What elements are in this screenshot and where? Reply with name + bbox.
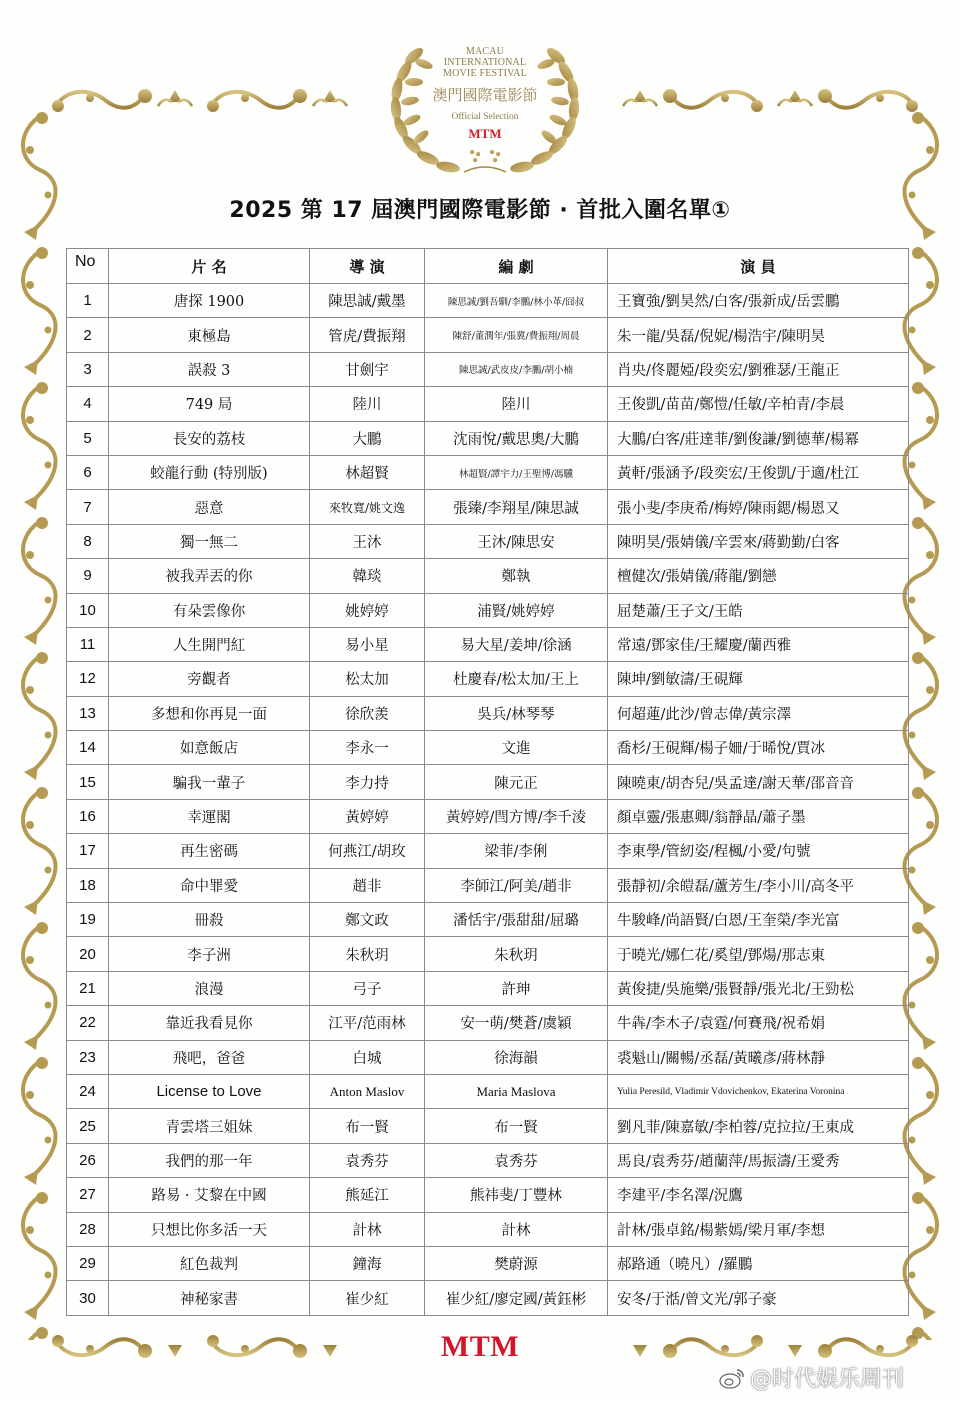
- row-number: 27: [67, 1178, 109, 1212]
- writer-cell: 鄭執: [425, 559, 608, 593]
- table-row: [67, 1178, 909, 1212]
- table-row: [67, 387, 909, 421]
- logo-line-2: INTERNATIONAL: [443, 57, 527, 68]
- table-row: [67, 1143, 909, 1177]
- logo-line-1: MACAU: [465, 46, 505, 57]
- director-cell: 姚婷婷: [310, 593, 425, 627]
- film-title-cell: 紅色裁判: [109, 1246, 310, 1280]
- cast-cell: 計林/張卓銘/楊紫嫣/梁月軍/李想: [608, 1212, 909, 1246]
- logo-brand: MTM: [468, 126, 502, 141]
- row-number: 29: [67, 1246, 109, 1280]
- writer-cell: 王沐/陳思安: [425, 524, 608, 558]
- cast-cell: 安冬/于湉/曾文光/郭子豪: [608, 1281, 909, 1315]
- film-title-cell: 靠近我看見你: [109, 1006, 310, 1040]
- cast-cell: 張靜初/余皚磊/蘆芳生/李小川/高冬平: [608, 868, 909, 902]
- row-number: 6: [67, 455, 109, 489]
- cast-cell: 裘魁山/關暢/丞磊/黃曦彥/蔣林靜: [608, 1040, 909, 1074]
- table-header-row: [67, 249, 909, 284]
- director-cell: 管虎/費振翔: [310, 318, 425, 352]
- row-number: 24: [67, 1074, 109, 1108]
- cast-cell: 喬杉/王硯輝/楊子姍/于晞悅/賈冰: [608, 731, 909, 765]
- film-title-cell: 神秘家書: [109, 1281, 310, 1315]
- table-row: [67, 559, 909, 593]
- cast-cell: 張小斐/李庚希/梅婷/陳雨鍶/楊恩又: [608, 490, 909, 524]
- director-cell: 朱秋玥: [310, 937, 425, 971]
- table-row: [67, 490, 909, 524]
- film-title-cell: 惡意: [109, 490, 310, 524]
- director-cell: 熊延江: [310, 1178, 425, 1212]
- writer-cell: 文進: [425, 731, 608, 765]
- director-cell: 白城: [310, 1040, 425, 1074]
- cast-cell: 陳坤/劉敏濤/王硯輝: [608, 662, 909, 696]
- director-cell: 韓琰: [310, 559, 425, 593]
- film-title-cell: 唐探 1900: [109, 284, 310, 318]
- cast-cell: 王俊凱/苗苗/鄭愷/任敏/辛柏青/李晨: [608, 387, 909, 421]
- writer-cell: 袁秀芬: [425, 1143, 608, 1177]
- row-number: 23: [67, 1040, 109, 1074]
- row-number: 25: [67, 1109, 109, 1143]
- table-row: [67, 524, 909, 558]
- cast-cell: 肖央/佟麗婭/段奕宏/劉雅瑟/王龍正: [608, 352, 909, 386]
- film-title-cell: 飛吧，爸爸: [109, 1040, 310, 1074]
- writer-cell: 陳舒/董潤年/張冀/費振翔/周晨: [425, 318, 608, 352]
- writer-cell: 陳思誠/劉吾馴/李鵬/林小革/囧叔: [425, 284, 608, 318]
- row-number: 1: [67, 284, 109, 318]
- writer-cell: 陳元正: [425, 765, 608, 799]
- writer-cell: 李師江/阿美/趙非: [425, 868, 608, 902]
- writer-cell: 布一賢: [425, 1109, 608, 1143]
- table-row: [67, 1006, 909, 1040]
- writer-cell: 吳兵/林琴琴: [425, 696, 608, 730]
- table-row: [67, 1246, 909, 1280]
- table-row: [67, 1074, 909, 1108]
- table-row: [67, 1281, 909, 1315]
- director-cell: 李力持: [310, 765, 425, 799]
- writer-cell: 沈雨悅/戴思奧/大鵬: [425, 421, 608, 455]
- writer-cell: 熊祎斐/丁豐林: [425, 1178, 608, 1212]
- film-title-cell: 命中罪愛: [109, 868, 310, 902]
- row-number: 4: [67, 387, 109, 421]
- cast-cell: 常遠/鄧家佳/王耀慶/蘭西雅: [608, 627, 909, 661]
- table-row: [67, 1040, 909, 1074]
- director-cell: Anton Maslov: [310, 1074, 425, 1108]
- ornament-top-right-icon: [610, 80, 920, 120]
- film-title-cell: 人生開門紅: [109, 627, 310, 661]
- festival-logo: [384, 34, 586, 184]
- cast-cell: 朱一龍/吳磊/倪妮/楊浩宇/陳明昊: [608, 318, 909, 352]
- film-title-cell: 如意飯店: [109, 731, 310, 765]
- writer-cell: 樊蔚源: [425, 1246, 608, 1280]
- header-director: 導 演: [310, 249, 425, 284]
- row-number: 22: [67, 1006, 109, 1040]
- film-title-cell: License to Love: [109, 1074, 310, 1108]
- cast-cell: 李建平/李名澤/況鷹: [608, 1178, 909, 1212]
- weibo-icon: [718, 1367, 746, 1389]
- writer-cell: 陸川: [425, 387, 608, 421]
- row-number: 13: [67, 696, 109, 730]
- row-number: 19: [67, 903, 109, 937]
- writer-cell: 計林: [425, 1212, 608, 1246]
- row-number: 10: [67, 593, 109, 627]
- writer-cell: 杜慶春/松太加/王上: [425, 662, 608, 696]
- director-cell: 李永一: [310, 731, 425, 765]
- table-row: [67, 971, 909, 1005]
- film-title-cell: 再生密碼: [109, 834, 310, 868]
- header-writer: 編 劇: [425, 249, 608, 284]
- watermark: [718, 1362, 904, 1393]
- table-row: [67, 868, 909, 902]
- writer-cell: 梁菲/李俐: [425, 834, 608, 868]
- cast-cell: 陳曉東/胡杏兒/吳孟達/謝天華/邵音音: [608, 765, 909, 799]
- director-cell: 易小星: [310, 627, 425, 661]
- director-cell: 袁秀芬: [310, 1143, 425, 1177]
- writer-cell: 浦賢/姚婷婷: [425, 593, 608, 627]
- row-number: 5: [67, 421, 109, 455]
- film-title-cell: 浪漫: [109, 971, 310, 1005]
- cast-cell: 李東學/管紉姿/程楓/小愛/句號: [608, 834, 909, 868]
- cast-cell: 屈楚蕭/王子文/王皓: [608, 593, 909, 627]
- watermark-text: @时代娱乐周刊: [750, 1367, 905, 1392]
- row-number: 7: [67, 490, 109, 524]
- row-number: 2: [67, 318, 109, 352]
- row-number: 16: [67, 799, 109, 833]
- table-row: [67, 799, 909, 833]
- writer-cell: 崔少紅/廖定國/黃鈺彬: [425, 1281, 608, 1315]
- cast-cell: 牛犇/李木子/袁霆/何賽飛/祝希娟: [608, 1006, 909, 1040]
- director-cell: 來牧寬/姚文逸: [310, 490, 425, 524]
- director-cell: 弓子: [310, 971, 425, 1005]
- cast-cell: Yulia Peresild, Vladimir Vdovichenkov, Ekaterina Voronina: [608, 1074, 909, 1108]
- table-row: [67, 421, 909, 455]
- row-number: 3: [67, 352, 109, 386]
- writer-cell: 易大星/姜坤/徐涵: [425, 627, 608, 661]
- ornament-top-left-icon: [50, 80, 360, 120]
- cast-cell: 顏卓靈/張惠卿/翁靜晶/蕭子墨: [608, 799, 909, 833]
- film-title-cell: 只想比你多活一天: [109, 1212, 310, 1246]
- row-number: 18: [67, 868, 109, 902]
- cast-cell: 王寶強/劉昊然/白客/張新成/岳雲鵬: [608, 284, 909, 318]
- page-title: 2025 第 17 屆澳門國際電影節 · 首批入圍名單①: [229, 198, 731, 223]
- film-title-cell: 多想和你再見一面: [109, 696, 310, 730]
- film-title-cell: 幸運閣: [109, 799, 310, 833]
- writer-cell: 許珅: [425, 971, 608, 1005]
- row-number: 11: [67, 627, 109, 661]
- film-title-cell: 東極島: [109, 318, 310, 352]
- footer-brand-logo: MTM: [440, 1330, 520, 1363]
- cast-cell: 牛駿峰/尚語賢/白恩/王奎榮/李光富: [608, 903, 909, 937]
- film-title-cell: 青雲塔三姐妹: [109, 1109, 310, 1143]
- director-cell: 王沐: [310, 524, 425, 558]
- director-cell: 江平/范雨林: [310, 1006, 425, 1040]
- director-cell: 松太加: [310, 662, 425, 696]
- cast-cell: 大鵬/白客/莊達菲/劉俊謙/劉德華/楊冪: [608, 421, 909, 455]
- film-title-cell: 騙我一輩子: [109, 765, 310, 799]
- writer-cell: 安一萌/樊蒼/虞穎: [425, 1006, 608, 1040]
- writer-cell: 林超賢/譚宇力/王聖博/馮驥: [425, 455, 608, 489]
- cast-cell: 陳明昊/張婧儀/辛雲來/蔣勤勤/白客: [608, 524, 909, 558]
- table-row: [67, 1109, 909, 1143]
- row-number: 12: [67, 662, 109, 696]
- director-cell: 鐘海: [310, 1246, 425, 1280]
- writer-cell: 潘恬宇/張甜甜/屈璐: [425, 903, 608, 937]
- table-row: [67, 593, 909, 627]
- logo-official-selection: Official Selection: [451, 112, 519, 122]
- film-title-cell: 我們的那一年: [109, 1143, 310, 1177]
- cast-cell: 檀健次/張婧儀/蔣龍/劉戀: [608, 559, 909, 593]
- row-number: 20: [67, 937, 109, 971]
- table-row: [67, 284, 909, 318]
- director-cell: 大鵬: [310, 421, 425, 455]
- logo-chinese-name: 澳門國際電影節: [432, 86, 538, 104]
- writer-cell: 陳思誠/武皮皮/李鵬/胡小楠: [425, 352, 608, 386]
- film-title-cell: 李子洲: [109, 937, 310, 971]
- header-no: No: [67, 249, 109, 284]
- ornament-left-border-icon: [12, 110, 62, 1340]
- cast-cell: 黃軒/張涵予/段奕宏/王俊凱/于適/杜江: [608, 455, 909, 489]
- director-cell: 黃婷婷: [310, 799, 425, 833]
- film-title-cell: 冊殺: [109, 903, 310, 937]
- table-row: [67, 318, 909, 352]
- cast-cell: 黃俊捷/吳施樂/張賢靜/張光北/王勁松: [608, 971, 909, 1005]
- cast-cell: 郝路通（曉凡）/羅鵬: [608, 1246, 909, 1280]
- director-cell: 布一賢: [310, 1109, 425, 1143]
- table-row: [67, 662, 909, 696]
- director-cell: 陳思誠/戴墨: [310, 284, 425, 318]
- table-row: [67, 1212, 909, 1246]
- writer-cell: 張臻/李翔星/陳思誠: [425, 490, 608, 524]
- writer-cell: 黃婷婷/閆方博/李千淩: [425, 799, 608, 833]
- director-cell: 鄭文政: [310, 903, 425, 937]
- table-row: [67, 834, 909, 868]
- table-row: [67, 352, 909, 386]
- row-number: 14: [67, 731, 109, 765]
- row-number: 17: [67, 834, 109, 868]
- film-title-cell: 獨一無二: [109, 524, 310, 558]
- row-number: 8: [67, 524, 109, 558]
- table-row: [67, 937, 909, 971]
- director-cell: 徐欣羨: [310, 696, 425, 730]
- table-row: [67, 696, 909, 730]
- film-title-cell: 長安的荔枝: [109, 421, 310, 455]
- row-number: 15: [67, 765, 109, 799]
- film-title-cell: 路易 · 艾黎在中國: [109, 1178, 310, 1212]
- cast-cell: 于曉光/娜仁花/奚望/鄧煬/那志東: [608, 937, 909, 971]
- row-number: 26: [67, 1143, 109, 1177]
- director-cell: 崔少紅: [310, 1281, 425, 1315]
- header-cast: 演 員: [608, 249, 909, 284]
- writer-cell: Maria Maslova: [425, 1074, 608, 1108]
- cast-cell: 馬良/袁秀芬/趙蘭萍/馬振濤/王愛秀: [608, 1143, 909, 1177]
- row-number: 9: [67, 559, 109, 593]
- film-title-cell: 旁觀者: [109, 662, 310, 696]
- writer-cell: 朱秋玥: [425, 937, 608, 971]
- director-cell: 趙非: [310, 868, 425, 902]
- cast-cell: 劉凡菲/陳嘉敏/李柏蓉/克拉拉/王東成: [608, 1109, 909, 1143]
- film-title-cell: 蛟龍行動 (特別版): [109, 455, 310, 489]
- table-row: [67, 765, 909, 799]
- film-title-cell: 749 局: [109, 387, 310, 421]
- writer-cell: 徐海韻: [425, 1040, 608, 1074]
- table-row: [67, 627, 909, 661]
- row-number: 21: [67, 971, 109, 1005]
- director-cell: 林超賢: [310, 455, 425, 489]
- film-title-cell: 被我弄丟的你: [109, 559, 310, 593]
- film-title-cell: 有朵雲像你: [109, 593, 310, 627]
- director-cell: 甘劍宇: [310, 352, 425, 386]
- row-number: 30: [67, 1281, 109, 1315]
- cast-cell: 何超蓮/此沙/曾志偉/黃宗澤: [608, 696, 909, 730]
- table-row: [67, 731, 909, 765]
- header-film: 片 名: [109, 249, 310, 284]
- director-cell: 陸川: [310, 387, 425, 421]
- director-cell: 計林: [310, 1212, 425, 1246]
- table-row: [67, 903, 909, 937]
- logo-line-3: MOVIE FESTIVAL: [442, 68, 527, 79]
- row-number: 28: [67, 1212, 109, 1246]
- selection-table: [66, 248, 909, 1316]
- director-cell: 何燕江/胡玫: [310, 834, 425, 868]
- table-row: [67, 455, 909, 489]
- film-title-cell: 誤殺 3: [109, 352, 310, 386]
